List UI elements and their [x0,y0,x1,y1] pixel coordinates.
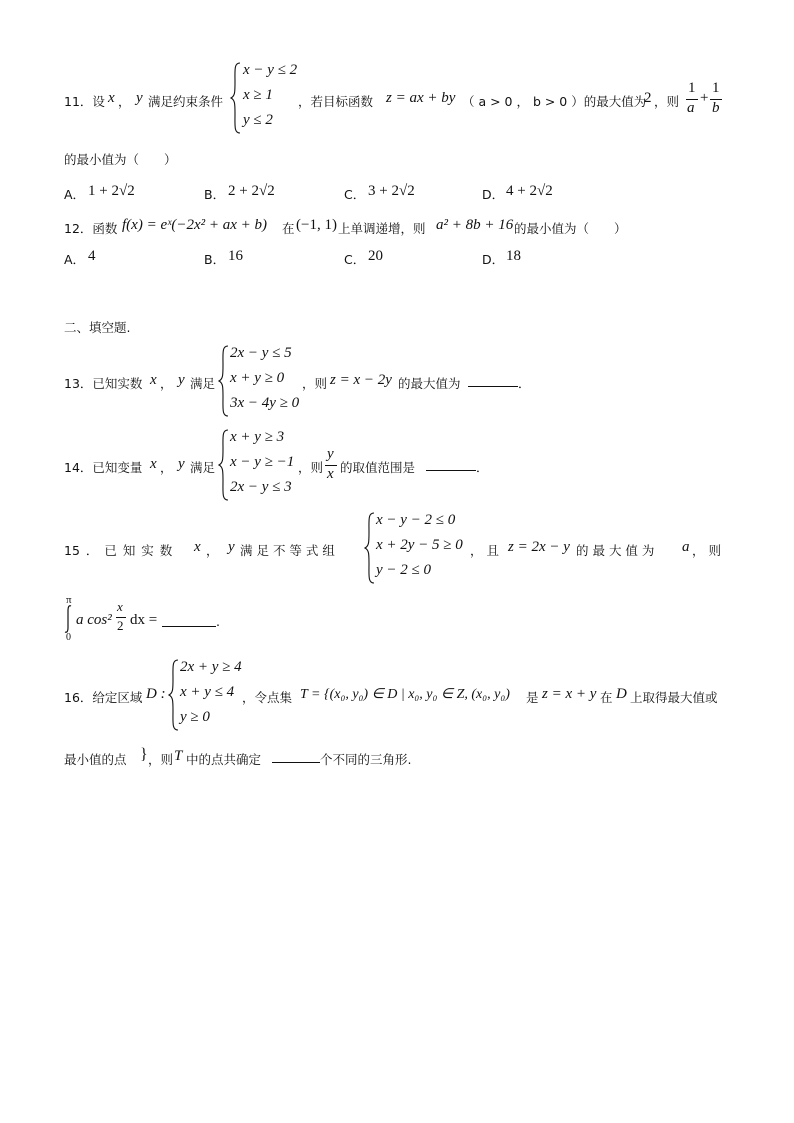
q11-constraint-system [230,62,300,134]
integral-sign-icon [62,604,74,634]
q14-answer-blank[interactable] [426,458,476,471]
q16-var-t: T [174,748,183,764]
q11-fraction-1-over-b [710,80,722,120]
q15-var-a: a [682,539,690,555]
q14-text-a: 满足 [190,460,216,475]
q13-constraint-system [218,345,298,417]
q14-frac-denominator: x [327,466,334,482]
q11-option-d-value: 4 + 2√2 [506,183,553,199]
q14-constraint-3: 2x − y ≤ 3 [230,479,292,495]
q15-fraction-x-over-2 [116,601,126,637]
q15-frac-denominator: 2 [117,618,124,633]
q12-option-c-value: 20 [368,248,383,264]
q14-constraint-1: x + y ≥ 3 [230,429,285,445]
q15-constraint-2: x + 2y − 5 ≥ 0 [376,537,463,553]
q12-option-b-label: B． [204,252,226,267]
q15-var-y: y [228,539,235,555]
q12-option-c-label: C． [344,252,366,267]
left-brace-icon [218,345,230,417]
q15-text-c: 的 最 大 值 为 [576,543,655,558]
q11-frac2-denominator: b [712,100,720,116]
q11-constraint-3: y ≤ 2 [243,112,273,128]
q15-integral-upper: π [66,594,72,606]
q11-option-a-value: 1 + 2√2 [88,183,135,199]
q13-constraint-1: 2x − y ≤ 5 [230,345,292,361]
q14-text-c: 的取值范围是 [340,460,416,475]
q11-max-value: 2 [644,90,652,106]
q16-constraint-3: y ≥ 0 [180,709,210,725]
q11-objective: z = ax + by [386,90,456,106]
q15-text-a: 满 足 不 等 式 组 [240,543,335,558]
left-brace-icon [364,512,376,584]
q15-frac-numerator: x [117,599,123,614]
q14-constraint-2: x − y ≥ −1 [230,454,295,470]
q14-frac-numerator: y [327,446,334,462]
q13-var-y: y [178,372,185,388]
q16-text-d: 上取得最大值或 [630,690,718,705]
q11-option-c-value: 3 + 2√2 [368,183,415,199]
q16-constraint-system [168,659,244,731]
q12-option-d-value: 18 [506,248,521,264]
q12-option-d-label: D． [482,252,505,267]
q12-option-a-value: 4 [88,248,96,264]
q13-var-x: x [150,372,157,388]
q16-line-2-d: 个不同的三角形. [320,752,412,767]
q16-text-c: 在 [600,690,613,705]
q14-number: 14．已知变量 [64,460,143,475]
q14-constraint-system [218,429,298,501]
q13-end: ． [518,376,531,391]
q15-constraint-system [364,512,474,584]
left-brace-icon [168,659,180,731]
q14-fraction-y-over-x [325,446,337,486]
q13-objective: z = x − 2y [330,372,392,388]
q11-fraction-1-over-a [686,80,698,120]
q11-frac1-denominator: a [687,100,695,116]
q16-set-expression: T = {(x₀, y₀) ∈ D | x₀, y₀ ∈ Z, (x₀, y₀) [300,687,510,702]
q11-condition: （ a > 0 ， b > 0 ）的最大值为 [462,94,647,109]
q15-number: 15 ． 已 知 实 数 [64,543,173,558]
q15-integral-lower: 0 [66,632,71,643]
q16-line-2-c: 中的点共确定 [186,752,262,767]
q16-number: 16．给定区域 [64,690,143,705]
q14-end: ． [476,460,489,475]
q12-option-b-value: 16 [228,248,243,264]
q11-option-c-label: C． [344,187,366,202]
q15-end: . [216,614,220,629]
q14-text-b: ，则 [298,460,324,475]
q13-sep: ， [160,376,173,391]
q14-var-x: x [150,456,157,472]
q11-constraint-1: x − y ≤ 2 [243,62,298,78]
q12-text-b: 上单调递增，则 [338,221,426,236]
q13-text-a: 满足 [190,376,216,391]
q11-text-c: ，则 [654,94,680,109]
q15-answer-blank[interactable] [162,614,216,627]
q15-constraint-3: y − 2 ≤ 0 [376,562,432,578]
q11-option-b-value: 2 + 2√2 [228,183,275,199]
q13-number: 13．已知实数 [64,376,143,391]
q16-text-b: 是 [526,690,539,705]
q16-line-2-a: 最小值的点 [64,752,127,767]
q13-answer-blank[interactable] [468,374,518,387]
q14-sep: ， [160,460,173,475]
q16-text-a: ，令点集 [242,690,293,705]
q11-number: 11．设 [64,94,105,109]
q16-var-d: D [616,686,627,702]
q16-line-2-b: ，则 [148,752,174,767]
q11-frac2-numerator: 1 [712,80,720,96]
q11-frac1-numerator: 1 [688,80,696,96]
q11-plus: + [700,90,709,106]
section-2-title: 二、填空题. [64,320,131,335]
left-brace-icon [230,62,242,134]
q11-sep: ， [118,94,131,109]
q11-option-a-label: A． [64,187,86,202]
q12-function: f(x) = eˣ(−2x² + ax + b) [122,217,267,233]
q12-number: 12．函数 [64,221,118,236]
q15-integrand: a cos² [76,612,112,628]
q11-line-2: 的最小值为（ ） [64,152,177,167]
q12-expression: a² + 8b + 16 [436,217,514,233]
q12-option-a-label: A． [64,252,86,267]
q13-text-c: 的最大值为 [398,376,461,391]
q15-text-b: ， 且 [470,543,499,558]
q15-var-x: x [194,539,201,555]
q15-dx: dx = [130,612,158,628]
q11-var-x: x [108,90,115,106]
q11-constraint-2: x ≥ 1 [243,87,273,103]
q16-constraint-1: 2x + y ≥ 4 [180,659,242,675]
q12-text-c: 的最小值为（ ） [514,221,627,236]
q11-var-y: y [136,90,143,106]
q14-var-y: y [178,456,185,472]
q12-interval: (−1, 1) [296,217,337,233]
q11-option-d-label: D． [482,187,505,202]
q15-constraint-1: x − y − 2 ≤ 0 [376,512,456,528]
q16-brace-close: } [140,746,148,763]
q16-region: D : [146,686,166,702]
q13-constraint-2: x + y ≥ 0 [230,370,285,386]
q16-objective: z = x + y [542,686,597,702]
left-brace-icon [218,429,230,501]
q15-text-d: ， 则 [692,543,721,558]
q16-constraint-2: x + y ≤ 4 [180,684,235,700]
q11-text-a: 满足约束条件 [148,94,224,109]
q11-option-b-label: B． [204,187,226,202]
q13-constraint-3: 3x − 4y ≥ 0 [230,395,300,411]
q11-text-b: ，若目标函数 [298,94,374,109]
q15-sep: ， [206,543,219,558]
q16-answer-blank[interactable] [272,750,320,763]
q13-text-b: ，则 [302,376,328,391]
q12-text-a: 在 [282,221,295,236]
q15-objective: z = 2x − y [508,539,570,555]
